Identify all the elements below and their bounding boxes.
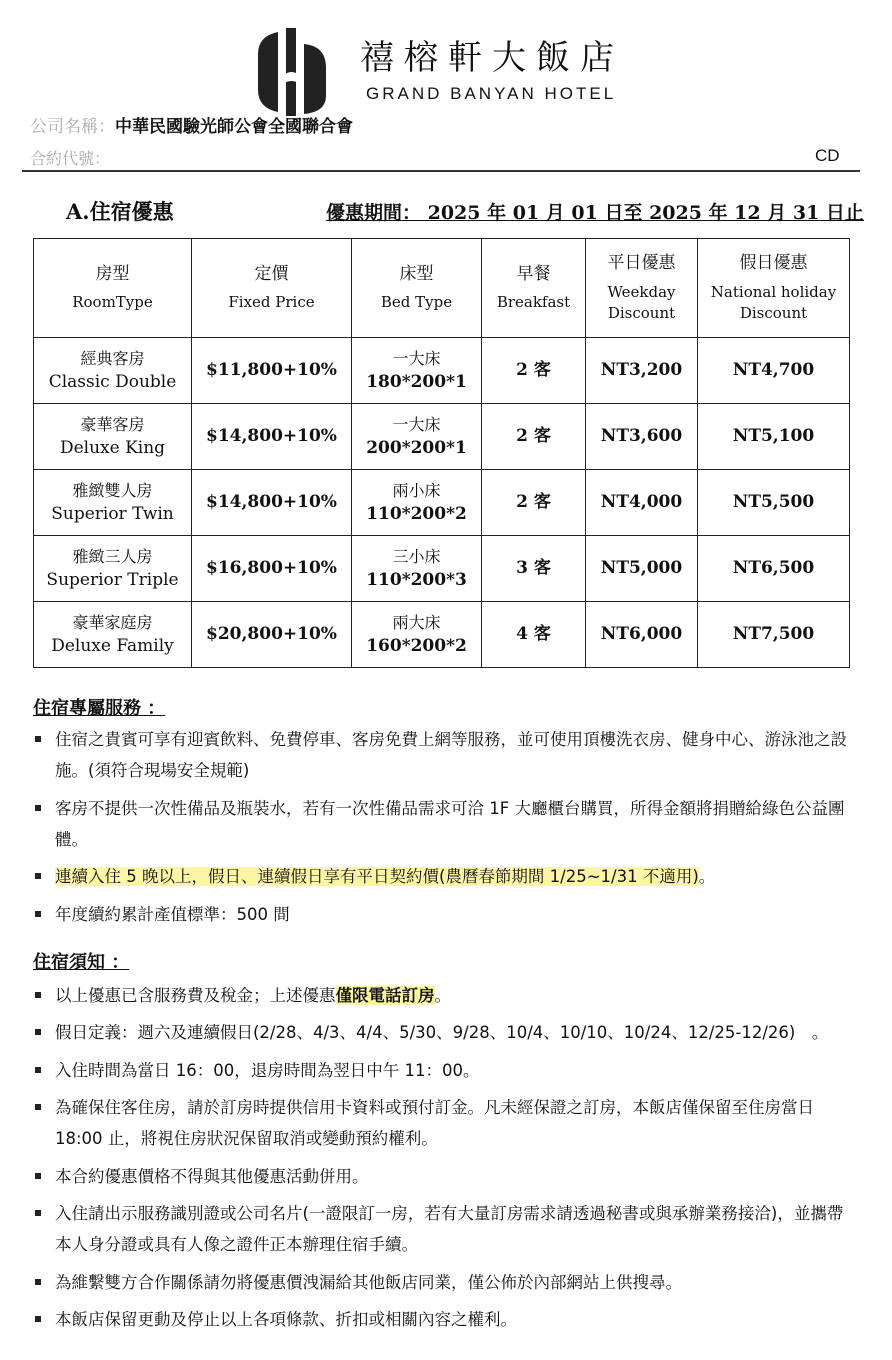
room-type-cell: 雅緻雙人房 Superior Twin [34, 470, 192, 536]
weekday-cell: NT3,600 [586, 404, 698, 470]
bed-cell: 兩小床 110*200*2 [352, 470, 482, 536]
breakfast-cell: 4 客 [482, 602, 586, 668]
breakfast-cell: 2 客 [482, 404, 586, 470]
header-bed-type: 床型 Bed Type [352, 239, 482, 338]
highlighted-text: 連續入住 5 晚以上，假日、連續假日享有平日契約價(農曆春節期間 1/25~1/31 不適用) [55, 867, 699, 887]
section-a-title: A.住宿優惠 [66, 199, 174, 224]
holiday-cell: NT5,100 [698, 404, 850, 470]
price-cell: $16,800+10% [192, 536, 352, 602]
price-cell: $14,800+10% [192, 470, 352, 536]
breakfast-cell: 2 客 [482, 470, 586, 536]
table-row [34, 536, 850, 602]
list-item: 為確保住客住房，請於訂房時提供信用卡資料或預付訂金。凡未經保證之訂房，本飯店僅保留至住房當日 18:00 止，將視住房狀況保留取消或變動預約權利。 [33, 1092, 855, 1155]
table-row [34, 470, 850, 536]
list-item: 住宿之貴賓可享有迎賓飲料、免費停車、客房免費上網等服務，並可使用頂樓洗衣房、健身中心、游泳池之設施。(須符合現場安全規範) [33, 724, 855, 787]
table-row [34, 602, 850, 668]
price-cell: $14,800+10% [192, 404, 352, 470]
list-item: 年度續約累計產值標準：500 間 [33, 899, 855, 930]
code-label: 合約代號： [30, 149, 111, 168]
services-list [33, 724, 855, 936]
company-line [30, 112, 353, 137]
header-breakfast: 早餐 Breakfast [482, 239, 586, 338]
room-type-cell: 豪華家庭房 Deluxe Family [34, 602, 192, 668]
company-name: 中華民國驗光師公會全國聯合會 [115, 117, 353, 137]
list-item: 本飯店保留更動及停止以上各項條款、折扣或相關內容之權利。 [33, 1304, 855, 1335]
services-title: 住宿專屬服務 ： [33, 698, 166, 719]
header-weekday: 平日優惠 Weekday Discount [586, 239, 698, 338]
code-line [30, 146, 110, 169]
table-row [34, 404, 850, 470]
room-type-cell: 經典客房 Classic Double [34, 338, 192, 404]
breakfast-cell: 3 客 [482, 536, 586, 602]
list-item: 以上優惠已含服務費及稅金；上述優惠僅限電話訂房。 [33, 980, 855, 1011]
list-item: 假日定義：週六及連續假日(2/28、4/3、4/4、5/30、9/28、10/4、10/10、10/24、12/25-12/26) 。 [33, 1017, 855, 1048]
breakfast-cell: 2 客 [482, 338, 586, 404]
header-fixed-price: 定價 Fixed Price [192, 239, 352, 338]
hotel-name-en: GRAND BANYAN HOTEL [366, 84, 617, 103]
holiday-cell: NT4,700 [698, 338, 850, 404]
room-rate-table [33, 238, 850, 668]
room-type-cell: 雅緻三人房 Superior Triple [34, 536, 192, 602]
weekday-cell: NT4,000 [586, 470, 698, 536]
holiday-cell: NT7,500 [698, 602, 850, 668]
list-item: 為維繫雙方合作關係請勿將優惠價洩漏給其他飯店同業，僅公佈於內部網站上供搜尋。 [33, 1267, 855, 1298]
bed-cell: 兩大床 160*200*2 [352, 602, 482, 668]
weekday-cell: NT5,000 [586, 536, 698, 602]
room-type-cell: 豪華客房 Deluxe King [34, 404, 192, 470]
notice-title: 住宿須知 ： [33, 952, 130, 973]
header-holiday: 假日優惠 National holiday Discount [698, 239, 850, 338]
header-divider [22, 170, 860, 172]
hotel-name-cn: 禧榕軒大飯店 [360, 38, 624, 78]
price-cell: $11,800+10% [192, 338, 352, 404]
header-room-type: 房型 RoomType [34, 239, 192, 338]
table-header-row [34, 239, 850, 338]
weekday-cell: NT3,200 [586, 338, 698, 404]
notice-list [33, 980, 855, 1341]
holiday-cell: NT5,500 [698, 470, 850, 536]
price-cell: $20,800+10% [192, 602, 352, 668]
list-item: 入住請出示服務識別證或公司名片(一證限訂一房，若有大量訂房需求請透過秘書或與承辦業務接洽)，並攜帶本人身分證或具有人像之證件正本辦理住宿手續。 [33, 1198, 855, 1261]
bed-cell: 一大床 180*200*1 [352, 338, 482, 404]
list-item: 本合約優惠價格不得與其他優惠活動併用。 [33, 1161, 855, 1192]
hotel-logo [252, 24, 332, 120]
table-row [34, 338, 850, 404]
list-item: 客房不提供一次性備品及瓶裝水，若有一次性備品需求可洽 1F 大廳櫃台購買，所得金額將捐贈給綠色公益團體。 [33, 793, 855, 856]
weekday-cell: NT6,000 [586, 602, 698, 668]
discount-period: 優惠期間： 2025 年 01 月 01 日至 2025 年 12 月 31 日止 [326, 202, 864, 224]
phone-booking-only: 僅限電話訂房 [335, 986, 435, 1005]
holiday-cell: NT6,500 [698, 536, 850, 602]
bed-cell: 一大床 200*200*1 [352, 404, 482, 470]
company-label: 公司名稱： [30, 117, 115, 137]
contract-code: CD [815, 146, 840, 165]
list-item: 連續入住 5 晚以上，假日、連續假日享有平日契約價(農曆春節期間 1/25~1/31 不適用)。 [33, 861, 855, 892]
list-item: 入住時間為當日 16：00，退房時間為翌日中午 11：00。 [33, 1055, 855, 1086]
bed-cell: 三小床 110*200*3 [352, 536, 482, 602]
